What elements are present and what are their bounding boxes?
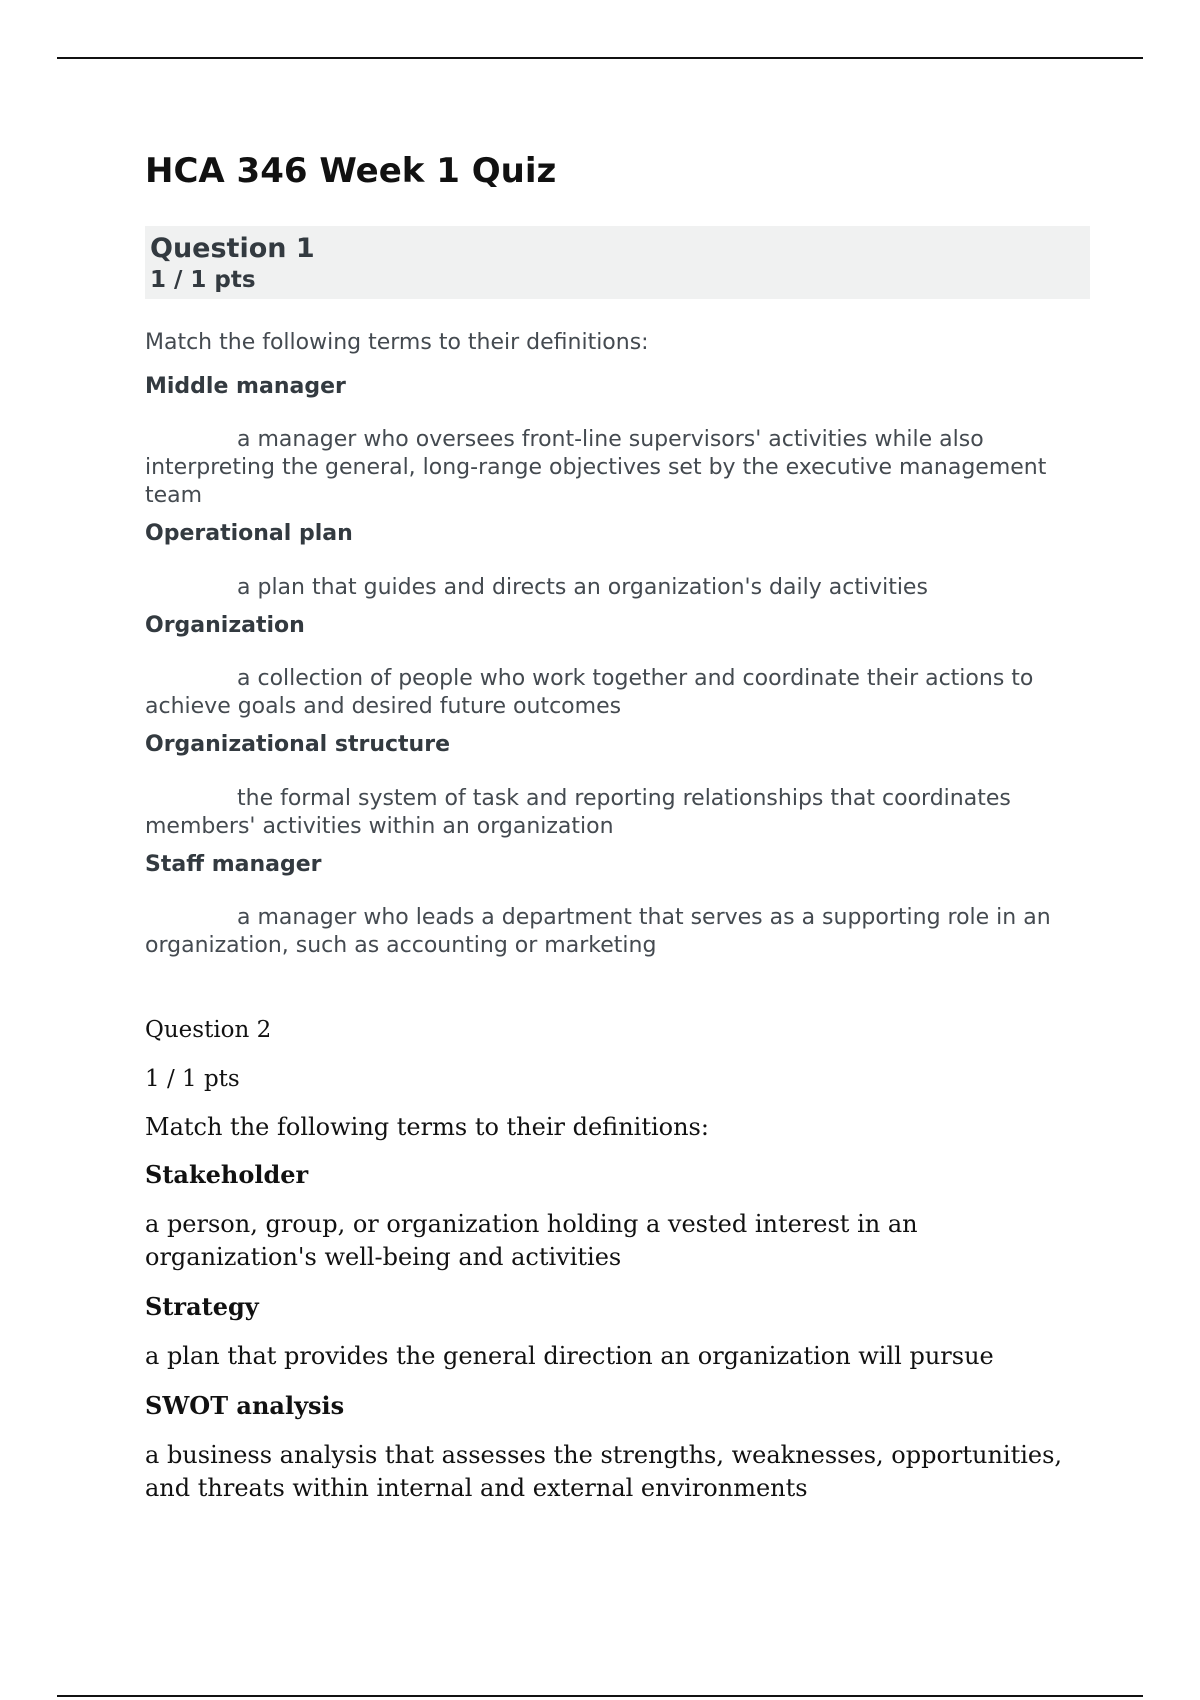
document-body <box>145 140 1095 1505</box>
top-rule <box>57 57 1143 59</box>
document-title: HCA 346 Week 1 Quiz <box>145 151 557 191</box>
question-1-term: Organization <box>145 612 305 638</box>
question-1 <box>145 226 1095 961</box>
question-1-title: Question 1 <box>150 232 315 264</box>
question-2-title: Question 2 <box>145 1017 272 1044</box>
question-1-definition: the formal system of task and reporting relationships that coordinates members' activities within an organization <box>145 785 1011 839</box>
question-1-points: 1 / 1 pts <box>150 266 256 293</box>
question-1-term: Middle manager <box>145 373 346 399</box>
question-2-definition: a person, group, or organization holding a vested interest in an organization's well-being and activities <box>145 1209 918 1271</box>
question-2-definition: a business analysis that assesses the strengths, weaknesses, opportunities, and threats within internal and external environments <box>145 1440 1063 1502</box>
question-1-term: Staff manager <box>145 851 322 877</box>
question-1-header <box>145 226 1090 300</box>
question-2-term: Strategy <box>145 1291 259 1321</box>
question-2-definition: a plan that provides the general direction an organization will pursue <box>145 1341 994 1370</box>
question-1-term: Organizational structure <box>145 732 450 758</box>
question-2-prompt: Match the following terms to their definitions: <box>145 1112 709 1141</box>
question-1-definition: a plan that guides and directs an organization's daily activities <box>237 574 928 600</box>
question-2 <box>145 1016 1095 1505</box>
question-1-prompt: Match the following terms to their definitions: <box>145 330 649 356</box>
question-1-term: Operational plan <box>145 521 353 547</box>
question-2-term: SWOT analysis <box>145 1390 345 1420</box>
bottom-rule <box>57 1695 1143 1697</box>
question-2-points: 1 / 1 pts <box>145 1066 240 1093</box>
question-2-term: Stakeholder <box>145 1159 309 1189</box>
question-1-definition: a collection of people who work together and coordinate their actions to achieve goals and desired future outcomes <box>145 666 1034 720</box>
question-1-definition: a manager who leads a department that serves as a supporting role in an organization, such as accounting or marketing <box>145 905 1051 959</box>
question-1-definition: a manager who oversees front-line supervisors' activities while also interpreting the general, long-range objectives set by the executive management team <box>145 427 1047 509</box>
